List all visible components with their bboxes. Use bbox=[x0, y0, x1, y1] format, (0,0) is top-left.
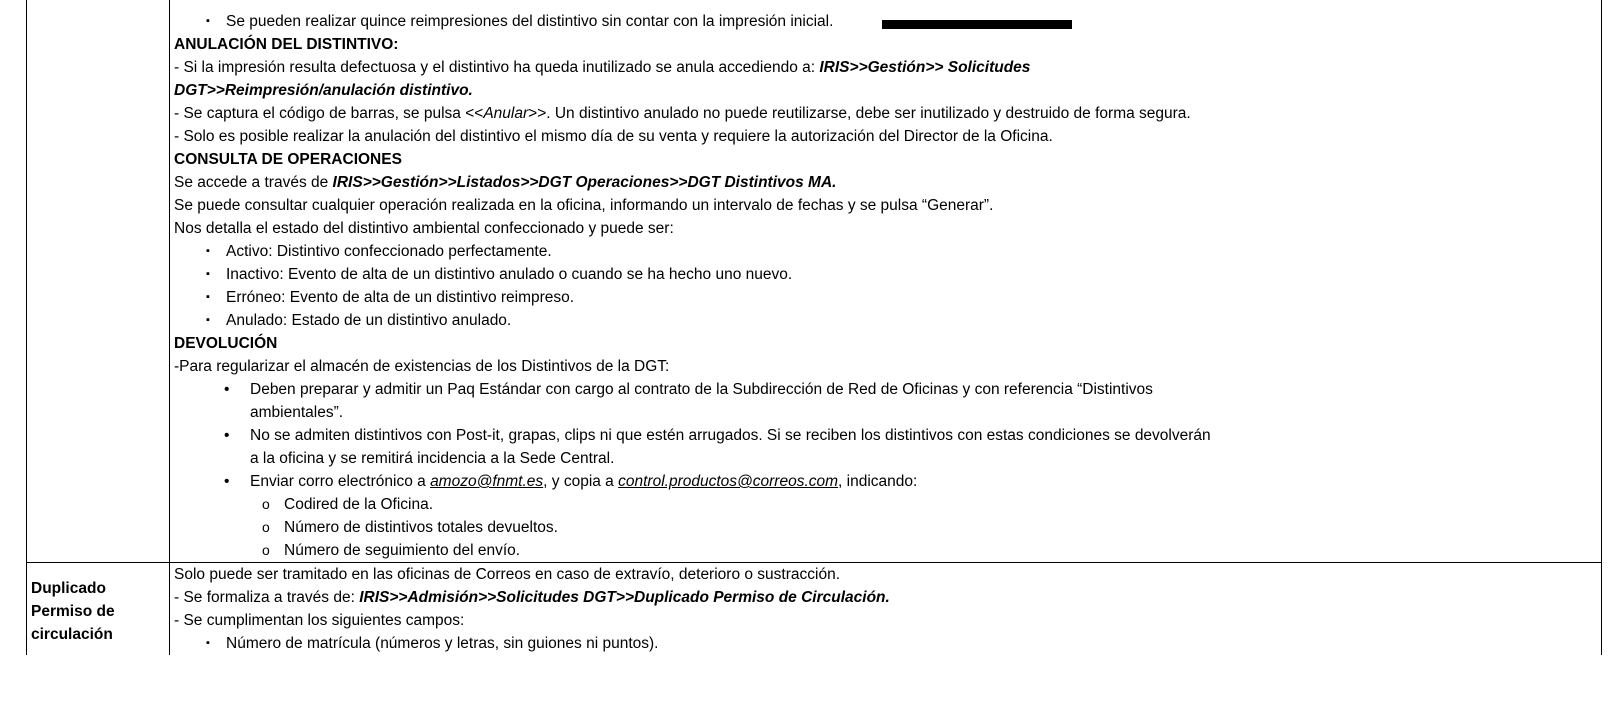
dot-bullet-icon: • bbox=[224, 381, 230, 398]
list-item: ▪ Número de matrícula (números y letras, sin guiones ni puntos). bbox=[174, 632, 1597, 655]
paragraph: - Se captura el código de barras, se pulsa <<Anular>>. Un distintivo anulado no puede reutilizarse, debe ser inutilizado y destruido de forma segura. bbox=[174, 105, 1191, 122]
sub-list-item: o Número de seguimiento del envío. bbox=[174, 539, 1597, 562]
row-label-cell bbox=[27, 563, 170, 656]
circle-bullet-icon: o bbox=[262, 496, 270, 512]
section-heading-devolucion: DEVOLUCIÓN bbox=[174, 335, 278, 352]
square-bullet-icon: ▪ bbox=[206, 15, 210, 27]
list-item: ▪ Erróneo: Evento de alta de un distintivo reimpreso. bbox=[174, 286, 1597, 309]
paragraph: - Solo es posible realizar la anulación del distintivo el mismo día de su venta y requiere la autorización del Director de la Oficina. bbox=[174, 128, 1053, 145]
square-bullet-icon: ▪ bbox=[206, 245, 210, 257]
list-item: ▪ Activo: Distintivo confeccionado perfectamente. bbox=[174, 240, 1597, 263]
content-cell-duplicado bbox=[170, 563, 1602, 656]
paragraph: Solo puede ser tramitado en las oficinas de Correos en caso de extravío, deterioro o sustracción. bbox=[174, 566, 841, 583]
email-link[interactable]: control.productos@correos.com bbox=[618, 473, 839, 490]
menu-path: IRIS>>Gestión>>Listados>>DGT Operaciones>>DGT Distintivos MA. bbox=[332, 174, 837, 191]
paragraph: Se puede consultar cualquier operación realizada en la oficina, informando un intervalo de fechas y se pulsa “Generar”. bbox=[174, 197, 994, 214]
circle-bullet-icon: o bbox=[262, 519, 270, 535]
section-heading-anulacion: ANULACIÓN DEL DISTINTIVO: bbox=[174, 36, 399, 53]
paragraph: - Se formaliza a través de: IRIS>>Admisión>>Solicitudes DGT>>Duplicado Permiso de Circulación. bbox=[174, 589, 890, 606]
square-bullet-icon: ▪ bbox=[206, 637, 210, 649]
paragraph: -Para regularizar el almacén de existencias de los Distintivos de la DGT: bbox=[174, 358, 670, 375]
list-item: ▪ Se pueden realizar quince reimpresiones del distintivo sin contar con la impresión inicial. bbox=[174, 10, 1597, 33]
paragraph: Se accede a través de IRIS>>Gestión>>Listados>>DGT Operaciones>>DGT Distintivos MA. bbox=[174, 174, 837, 191]
dot-bullet-icon: • bbox=[224, 473, 230, 490]
list-item-continuation: a la oficina y se remitirá incidencia a la Sede Central. bbox=[250, 450, 615, 467]
section-heading-consulta: CONSULTA DE OPERACIONES bbox=[174, 151, 402, 168]
row-duplicado bbox=[27, 563, 1602, 656]
square-bullet-icon: ▪ bbox=[206, 314, 210, 326]
list-item: • Deben preparar y admitir un Paq Estándar con cargo al contrato de la Subdirección de Red de Oficinas y con referencia “Distintivos bbox=[174, 378, 1597, 401]
list-item: • Enviar corro electrónico a amozo@fnmt.es, y copia a control.productos@correos.com, indicando: bbox=[174, 470, 1597, 493]
paragraph bbox=[174, 79, 1597, 102]
procedure-table bbox=[26, 0, 1602, 655]
square-bullet-icon: ▪ bbox=[206, 291, 210, 303]
sub-list-item: o Número de distintivos totales devueltos. bbox=[174, 516, 1597, 539]
circle-bullet-icon: o bbox=[262, 542, 270, 558]
list-item: ▪ Inactivo: Evento de alta de un distintivo anulado o cuando se ha hecho uno nuevo. bbox=[174, 263, 1597, 286]
content-cell-distintivo bbox=[170, 0, 1602, 563]
list-item: • No se admiten distintivos con Post-it, grapas, clips ni que estén arrugados. Si se reciben los distintivos con estas condiciones se devolverán bbox=[174, 424, 1597, 447]
paragraph: Nos detalla el estado del distintivo ambiental confeccionado y puede ser: bbox=[174, 220, 674, 237]
paragraph: - Se cumplimentan los siguientes campos: bbox=[174, 612, 465, 629]
dot-bullet-icon: • bbox=[224, 427, 230, 444]
menu-path: IRIS>>Admisión>>Solicitudes DGT>>Duplicado Permiso de Circulación. bbox=[359, 589, 890, 606]
list-item: ▪ Anulado: Estado de un distintivo anulado. bbox=[174, 309, 1597, 332]
square-bullet-icon: ▪ bbox=[206, 268, 210, 280]
sub-list-item: o Codired de la Oficina. bbox=[174, 493, 1597, 516]
menu-path: IRIS>>Gestión>> Solicitudes bbox=[819, 59, 1031, 76]
row-distintivo bbox=[27, 0, 1602, 563]
paragraph: - Si la impresión resulta defectuosa y el distintivo ha queda inutilizado se anula accediendo a: IRIS>>Gestión>> Solicitudes bbox=[174, 59, 1031, 76]
menu-path: DGT>>Reimpresión/anulación distintivo. bbox=[174, 82, 473, 99]
email-link[interactable]: amozo@fnmt.es bbox=[430, 473, 544, 490]
row-label-cell-empty bbox=[27, 0, 170, 563]
list-item-continuation: ambientales”. bbox=[250, 404, 344, 421]
row-label: Duplicado Permiso de circulación bbox=[31, 580, 115, 643]
